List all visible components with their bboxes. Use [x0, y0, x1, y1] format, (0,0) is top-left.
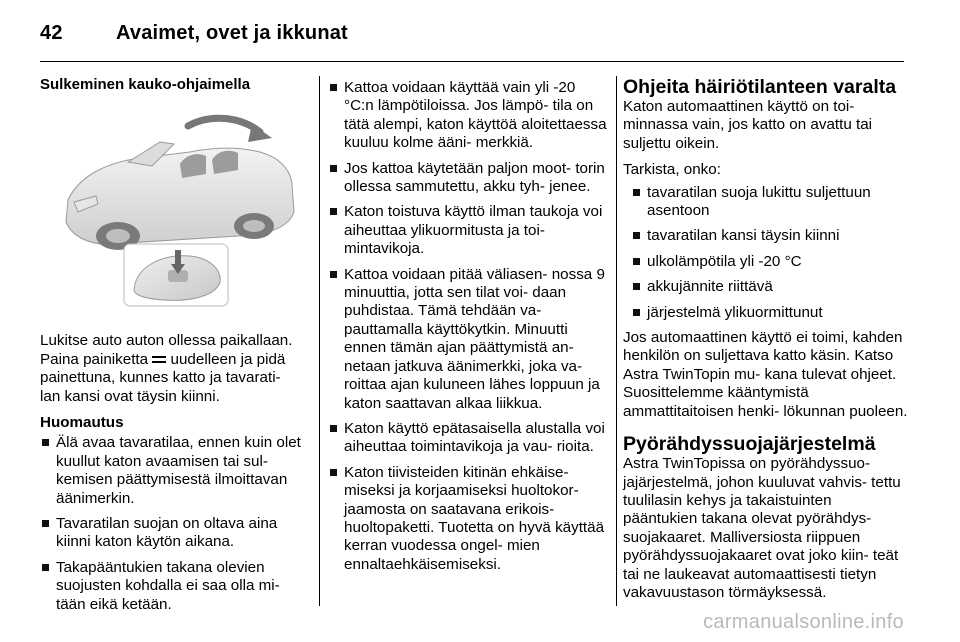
- page-header: [40, 22, 348, 45]
- column-2: [328, 79, 608, 581]
- roof-close-button-icon: [152, 356, 166, 363]
- list-item: Katon toistuva käyttö ilman taukoja voi aiheuttaa ylikuormitusta ja toi- mintavikoja.: [328, 203, 608, 258]
- list-item: Katon tiivisteiden kitinän ehkäise- miseksi ja korjaamiseksi huoltokor- jaamosta on saatavana erikois- huoltopaketti. Tuotetta on hyvä käyttää kerran vuodessa ongel- mien ennaltaehkäisemiseksi.: [328, 464, 608, 574]
- convertible-car-illustration: [40, 104, 302, 312]
- list-item: Jos kattoa käytetään paljon moot- torin ollessa sammutettu, akku tyh- jenee.: [328, 160, 608, 197]
- paragraph: Katon automaattinen käyttö on toi- minnassa vain, jos katto on avattu tai suljettu oikein.: [623, 98, 873, 152]
- section-title-troubleshooting: Ohjeita häiriötilanteen varalta: [623, 76, 897, 98]
- remote-key-illustration: [124, 244, 228, 306]
- header-divider: [40, 61, 904, 62]
- notice-list: [40, 434, 302, 614]
- instruction-paragraph: [40, 332, 302, 406]
- column-1: [40, 76, 302, 621]
- list-item: Kattoa voidaan pitää väliasen- nossa 9 minuuttia, jotta sen tilat voi- daan puhdistaa. Tämä tehdään va- pauttamalla käyttökytkin. Minuutti ennen tämän ajan päättymistä an- netaan jatkuva äänimerkki, joka va- roittaa ajan kuluneen lähes loppuun ja katon saattavan alkaa liikkua.: [328, 266, 608, 413]
- list-item: akkujännite riittävä: [631, 278, 908, 296]
- column-divider-1: [319, 76, 320, 606]
- list-item: Takapääntukien takana olevien suojusten kohdalla ei saa olla mi- tään eikä ketään.: [40, 559, 302, 614]
- page-title: Avaimet, ovet ja ikkunat: [116, 22, 348, 44]
- section-title-rollover: Pyörähdyssuojajärjestelmä: [623, 433, 876, 456]
- section-subtitle: Sulkeminen kauko-ohjaimella: [40, 76, 251, 93]
- list-item: ulkolämpötila yli -20 °C: [631, 253, 908, 271]
- figure-convertible-remote: [40, 104, 302, 312]
- notice-label: Huomautus: [40, 414, 124, 432]
- list-item: Älä avaa tavaratilaa, ennen kuin olet kuullut katon avaamisen tai sul- kemisen päättymisestä ilmoittavan äänimerkin.: [40, 434, 302, 508]
- column-3: [623, 76, 908, 610]
- paragraph: Tarkista, onko:: [623, 161, 721, 179]
- list-item: tavaratilan kansi täysin kiinni: [631, 227, 908, 245]
- list-item: Tavaratilan suojan on oltava aina kiinni katon käytön aikana.: [40, 515, 302, 552]
- list-item: Kattoa voidaan käyttää vain yli -20 °C:n lämpötiloissa. Jos lämpö- tila on tätä alempi, katon käyttöä aloitettaessa kuuluu kolme ääni- merkkiä.: [328, 79, 608, 153]
- list-item: Katon käyttö epätasaisella alustalla voi aiheuttaa toimintavikoja ja vau- rioita.: [328, 420, 608, 457]
- column-divider-2: [616, 76, 617, 606]
- roof-notes-list: [328, 79, 608, 574]
- list-item: järjestelmä ylikuormittunut: [631, 304, 908, 322]
- page-number: 42: [40, 22, 63, 44]
- checklist: [623, 184, 908, 322]
- watermark: carmanualsonline.info: [703, 611, 904, 633]
- instruction-text-a: Lukitse auto auton ollessa paikallaan. Paina painiketta: [40, 332, 293, 368]
- list-item: tavaratilan suoja lukittu suljettuun asentoon: [631, 184, 908, 221]
- instruction-text-b: uudelleen ja pidä painettuna, kunnes katto ja tavarati- lan kansi ovat täysin kiinni.: [40, 350, 286, 405]
- paragraph: Jos automaattinen käyttö ei toimi, kahden henkilön on suljettava katto käsin. Katso Astra TwinTopin mu- kana tulevat ohjeet. Suosittelemme kääntymistä ammattitaitoisen henki- lökunnan puoleen.: [623, 329, 908, 420]
- paragraph: Astra TwinTopissa on pyörähdyssuo- jajärjestelmä, johon kuuluvat vahvis- tettu tuulilasin kehys ja takaistuinten pääntukien takana olevat pyörähdys- suojakaaret. Malliversiosta riippuen pyörähdyssuojakaaret ovat joko kiin- teät tai ne laukeavat automaattisesti tietyn vakavuustason törmäyksessä.: [623, 455, 901, 601]
